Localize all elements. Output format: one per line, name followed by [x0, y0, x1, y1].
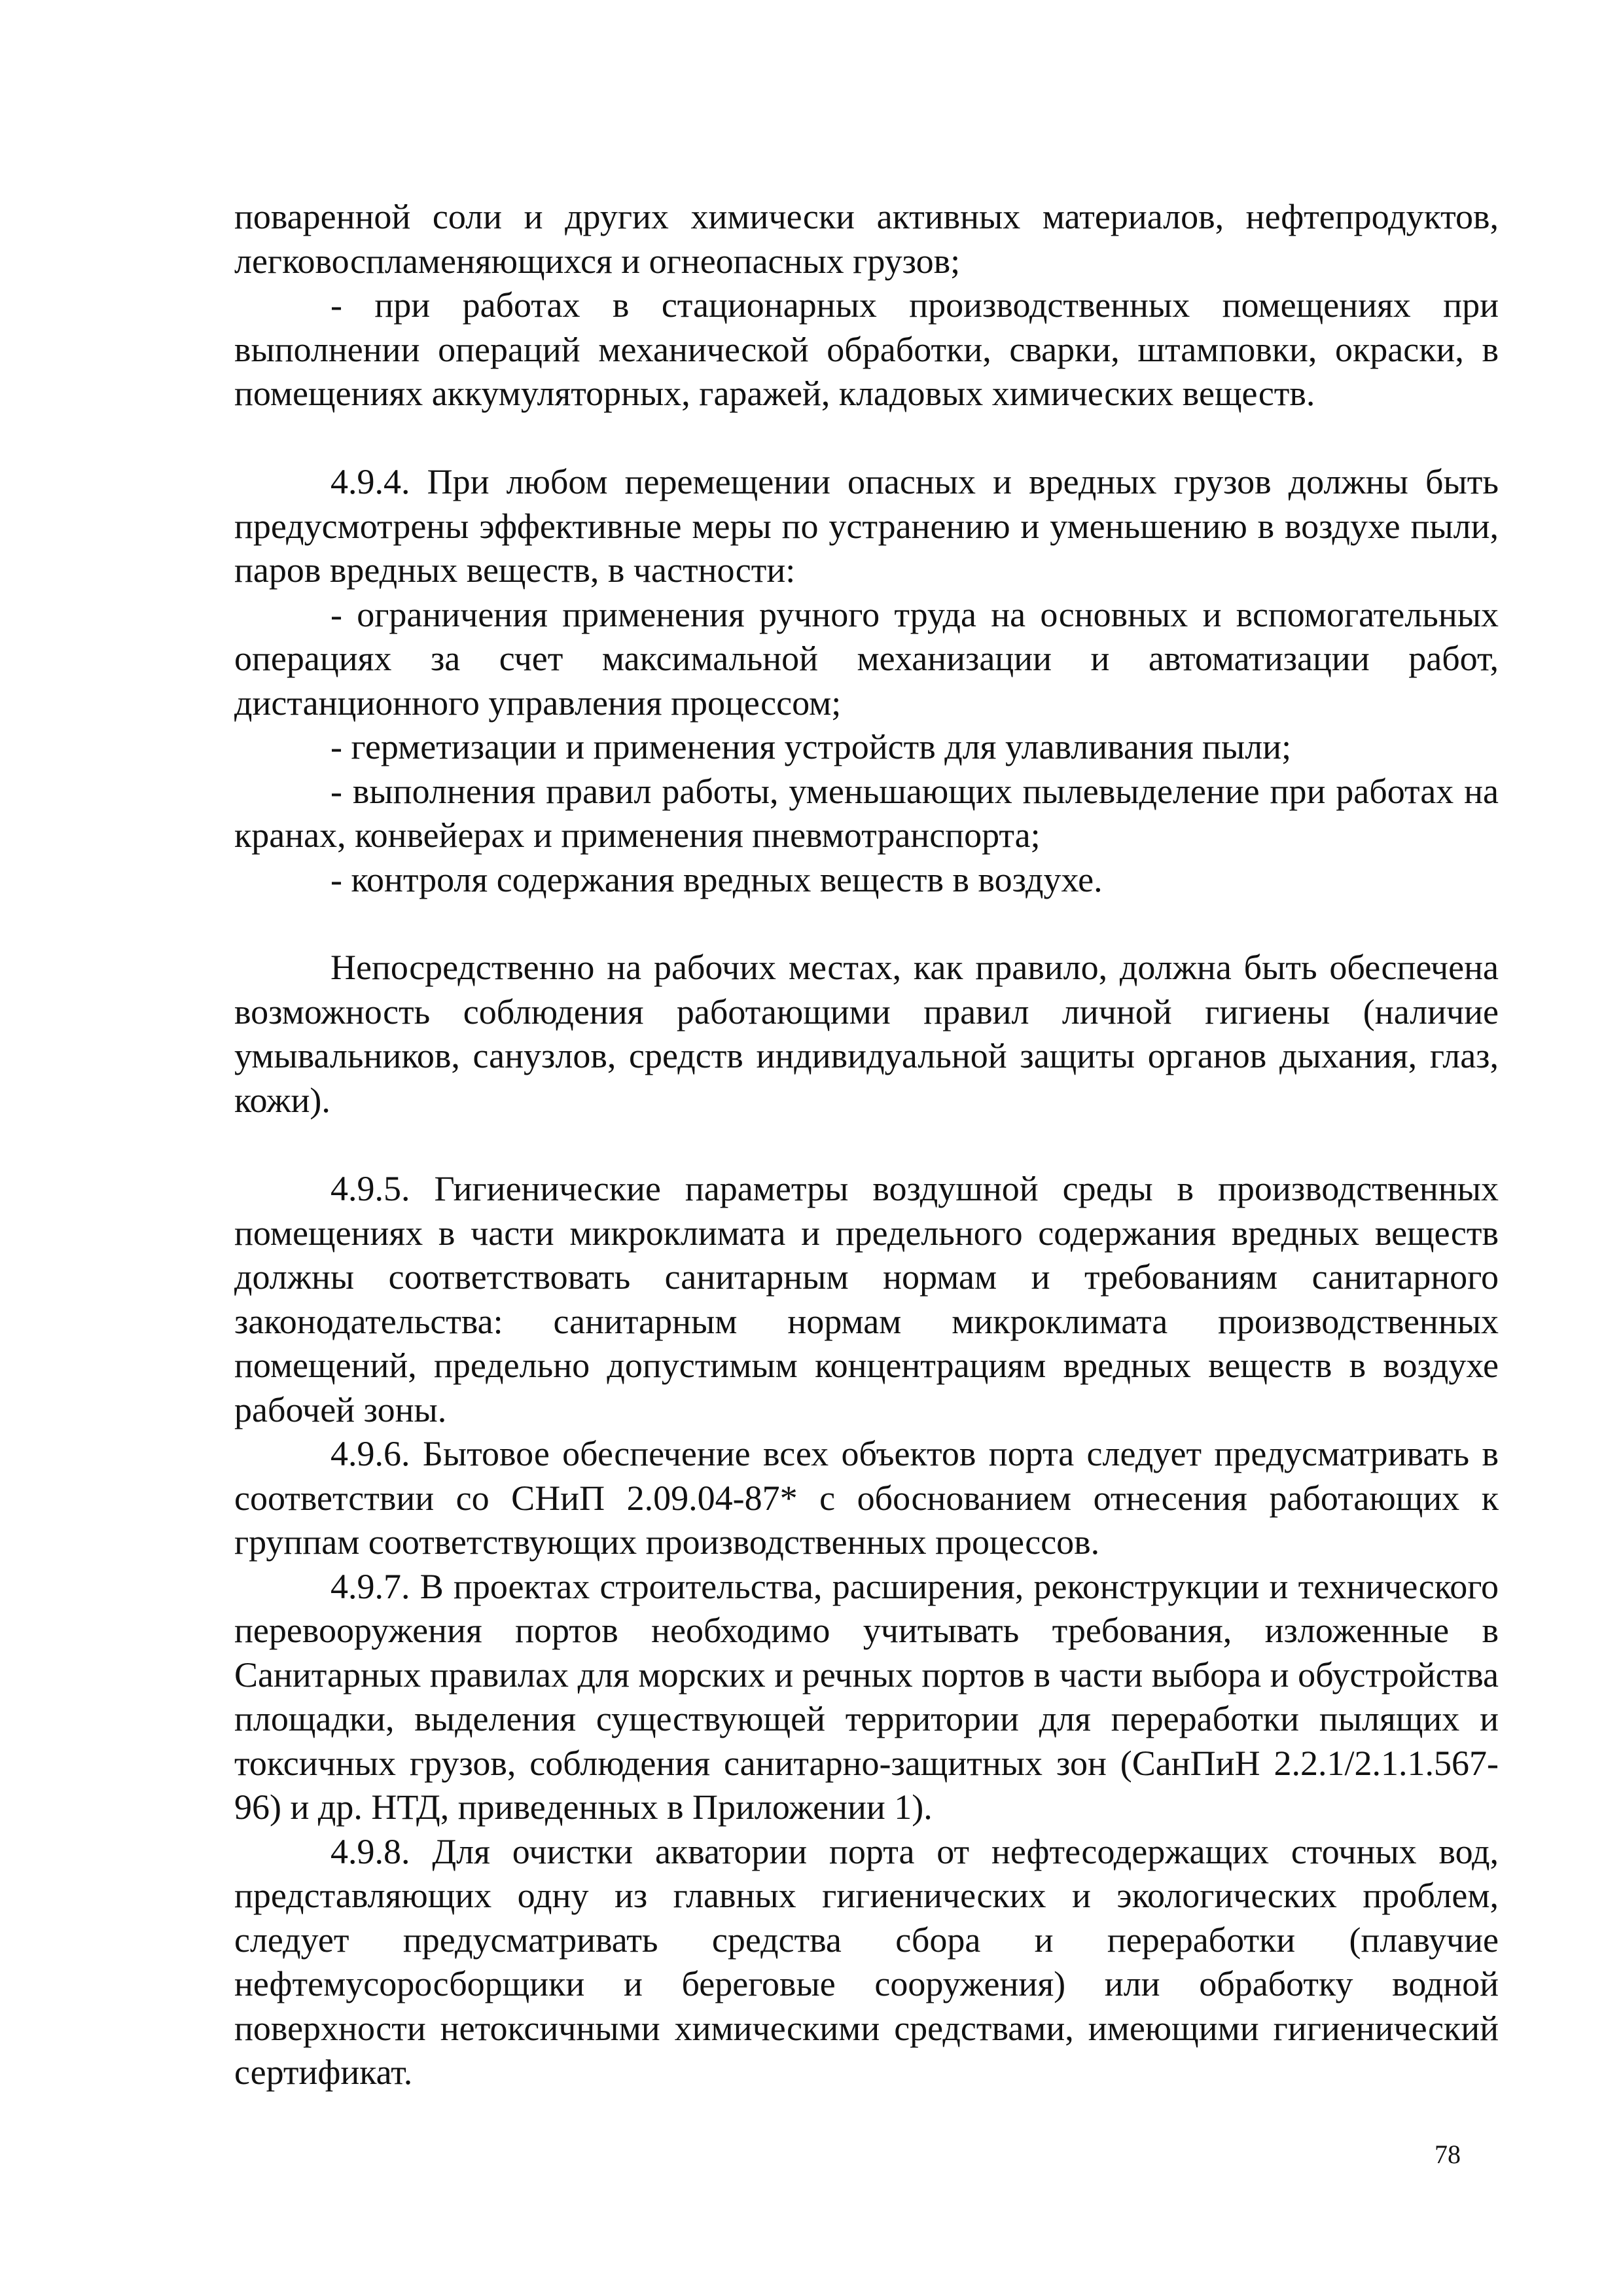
list-item-manual-labor: - ограничения применения ручного труда на основных и вспомогательных операциях за счет максимальной механизации и автоматизации работ, дистанционного управления процессом;: [234, 594, 1499, 723]
paragraph-personal-hygiene: Непосредственно на рабочих местах, как правило, должна быть обеспечена возможность соблюдения работающими правил личной гигиены (наличие умывальников, санузлов, средств индивидуальной защиты органов дыхания, глаз, кожи).: [234, 948, 1499, 1120]
paragraph-stationary-premises-item: - при работах в стационарных производственных помещениях при выполнении операций механической обработки, сварки, штамповки, окраски, в помещениях аккумуляторных, гаражей, кладовых химических веществ.: [234, 285, 1499, 413]
text-section-1: [234, 195, 1499, 416]
list-item-air-control: - контроля содержания вредных веществ в воздухе.: [330, 859, 1103, 899]
paragraph-4-9-6: 4.9.6. Бытовое обеспечение всех объектов порта следует предусматривать в соответствии со СНиП 2.09.04-87* с обоснованием отнесения работающих к группам соответствующих производственных процессов.: [234, 1434, 1499, 1562]
text-section-3: [234, 946, 1499, 1122]
paragraph-hazardous-cargo-continuation: поваренной соли и других химически активных материалов, нефтепродуктов, легковоспламеняющихся и огнеопасных грузов;: [234, 197, 1499, 281]
paragraph-4-9-4: 4.9.4. При любом перемещении опасных и вредных грузов должны быть предусмотрены эффективные меры по устранению и уменьшению в воздухе пыли, паров вредных веществ, в частности:: [234, 462, 1499, 590]
paragraph-4-9-5: 4.9.5. Гигиенические параметры воздушной среды в производственных помещениях в части микроклимата и предельного содержания вредных веществ должны соответствовать санитарным нормам и требованиям санитарного законодательства: санитарным нормам микроклимата производственных помещений, предельно допустимым концентрациям вредных веществ в воздухе рабочей зоны.: [234, 1169, 1499, 1429]
list-item-work-rules: - выполнения правил работы, уменьшающих пылевыделение при работах на кранах, конвейерах и применения пневмотранспорта;: [234, 771, 1499, 855]
paragraph-4-9-8: 4.9.8. Для очистки акватории порта от нефтесодержащих сточных вод, представляющих одну из главных гигиенических и экологических проблем, следует предусматривать средства сбора и переработки (плавучие нефтемусоросборщики и береговые сооружения) или обработку водной поверхности нетоксичными химическими средствами, имеющими гигиенический сертификат.: [234, 1831, 1499, 2092]
list-item-sealing: - герметизации и применения устройств для улавливания пыли;: [330, 727, 1292, 766]
text-section-2: [234, 460, 1499, 902]
page-number: 78: [1435, 2140, 1461, 2169]
text-section-4: [234, 1167, 1499, 2095]
paragraph-4-9-7: 4.9.7. В проектах строительства, расширения, реконструкции и технического перевооружения портов необходимо учитывать требования, изложенные в Санитарных правилах для морских и речных портов в части выбора и обустройства площадки, выделения существующей территории для переработки пылящих и токсичных грузов, соблюдения санитарно-защитных зон (СанПиН 2.2.1/2.1.1.567-96) и др. НТД, приведенных в Приложении 1).: [234, 1566, 1499, 1827]
